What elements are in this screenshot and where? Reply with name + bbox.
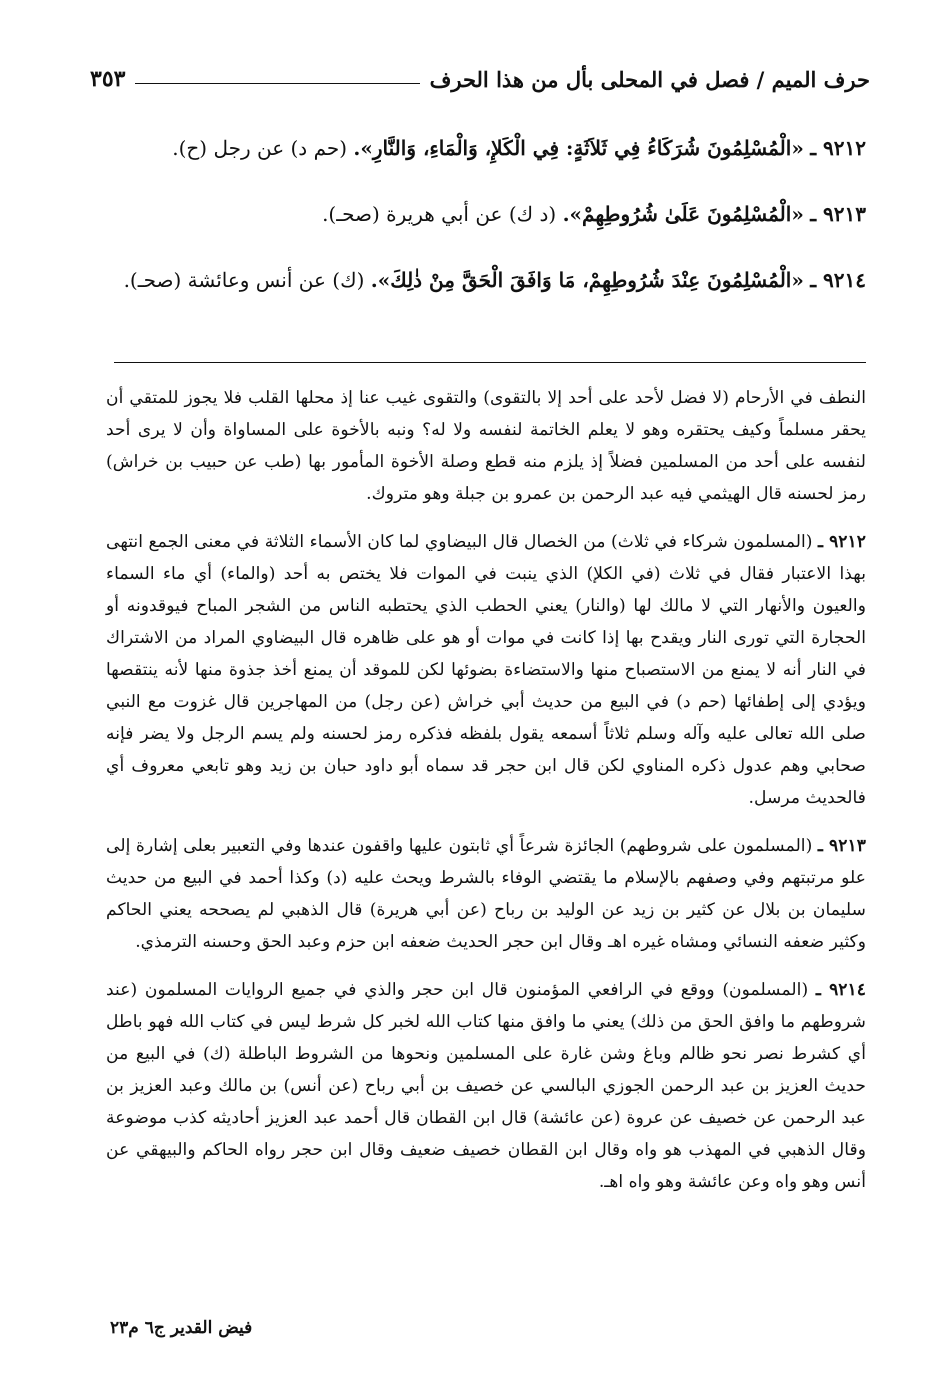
header-rule (135, 83, 419, 84)
hadith-number: ٩٢١٤ ـ (810, 268, 866, 292)
hadith-section (106, 122, 866, 320)
commentary-section (106, 382, 866, 1198)
hadith-number: ٩٢١٣ ـ (810, 202, 866, 226)
commentary-paragraph (106, 974, 866, 1198)
commentary-text: النطف في الأرحام (لا فضل لأحد على أحد إلا بالتقوى) والتقوى غيب عنا إذ محلها القلب فلا يجوز للمتقي أن يحقر مسلماً وكيف يحتقره وهو لا يعلم الخاتمة لنفسه ولا له؟ ونبه بالأخوة على المساواة وأن لا يرى أحد لنفسه على أحد من المسلمين فضلاً إذ يلزم منه قطع وصلة الأخوة المأمور بها (طب عن حبيب بن خراش) رمز لحسنه قال الهيثمي فيه عبد الرحمن بن عمرو بن جبلة وهو متروك. (106, 388, 866, 504)
commentary-text: (المسلمون) ووقع في الرافعي المؤمنون قال ابن حجر والذي في جميع الروايات المسلمون (عند شروطهم ما وافق الحق من ذلك) يعني ما وافق منها كتاب الله لخبر كل شرط ليس في كتاب الله فهو باطل أي كشرط نصر نحو ظالم وباغ وشن غارة على المسلمين ونحوها من الشروط الباطلة (ك) في البيع من حديث العزيز بن عبد الرحمن الجوزي البالسي عن خصيف بن أبي رباح (عن أنس) بن مالك وعبد العزيز بن عبد الرحمن عن خصيف عن عروة (عن عائشة) قال ابن القطان قال أحمد عبد العزيز أحاديثه كذب موضوعة وقال الذهبي في المهذب هو واه وقال ابن القطان خصيف ضعيف وقال ابن حجر رواه الحاكم والبيهقي عن أنس وهو واه وعن عائشة وهو واه اهـ. (106, 980, 866, 1192)
commentary-text: (المسلمون شركاء في ثلاث) من الخصال قال البيضاوي لما كان الأسماء الثلاثة في معنى الجمع انتهى بهذا الاعتبار فقال في ثلاث (في الكلإ) الذي ينبت في الموات فلا يختص به أحد (والماء) أي ماء السماء والعيون والأنهار التي لا مالك لها (والنار) يعني الحطب الذي يحتطبه الناس من الشجر المباح فيوقدونه أو الحجارة التي تورى النار ويقدح بها إذا كانت في موات أو هو على ظاهره قال البيضاوي المراد من الاشتراك في النار أنه لا يمنع من الاستصباح منها والاستضاءة بضوئها لكن للموقد أن يمنع أخذ جذوة منها لأنه ينتقصها ويؤدي إلى إطفائها (حم د) في البيع من حديث أبي خراش (عن رجل) من المهاجرين قال غزوت مع النبي صلى الله تعالى عليه وآله وسلم ثلاثاً أسمعه يقول بلفظه فذكره رمز لحسنه ولم يسم الرجل ولا يضر فإنه صحابي وهم عدول ذكره المناوي لكن قال ابن حجر قد سماه أبو داود حبان بن زيد وهو تابعي معروف أي فالحديث مرسل. (106, 532, 866, 808)
hadith-entry (106, 254, 866, 306)
page-number: ٣٥٣ (90, 66, 126, 92)
commentary-number: ٩٢١٣ ـ (817, 836, 866, 856)
commentary-paragraph (106, 830, 866, 958)
hadith-text: «الْمُسْلِمُونَ شُرَكَاءُ فِي ثَلاَثَةٍ: فِي الْكَلإِ، وَالْمَاءِ، وَالنَّارِ». (353, 136, 804, 160)
page-header (90, 58, 870, 92)
hadith-number: ٩٢١٢ ـ (810, 136, 866, 160)
signature-footer: فيض القدير ج٦ م٢٣ (110, 1318, 253, 1338)
hadith-entry (106, 188, 866, 240)
hadith-text: «الْمُسْلِمُونَ عَلَىٰ شُرُوطِهِمْ». (562, 202, 804, 226)
hadith-text: «الْمُسْلِمُونَ عِنْدَ شُرُوطِهِمْ، مَا وَافَقَ الْحَقَّ مِنْ ذٰلِكَ». (370, 268, 804, 292)
commentary-paragraph (106, 526, 866, 814)
hadith-source: (حم د) عن رجل (ح). (172, 136, 348, 160)
section-divider (114, 362, 866, 363)
commentary-number: ٩٢١٤ ـ (815, 980, 866, 1000)
hadith-source: (د ك) عن أبي هريرة (صحـ). (322, 202, 557, 226)
hadith-entry (106, 122, 866, 174)
commentary-number: ٩٢١٢ ـ (818, 532, 866, 552)
chapter-title: حرف الميم / فصل في المحلى بأل من هذا الحرف (429, 67, 870, 92)
commentary-text: (المسلمون على شروطهم) الجائزة شرعاً أي ثابتون عليها واقفون عندها وفي التعبير بعلى إشارة إلى علو مرتبتهم وفي وصفهم بالإسلام ما يقتضي الوفاء بالشرط ويحث عليه (د) وكذا أحمد في البيع من حديث سليمان بن بلال عن كثير بن زيد عن الوليد بن رباح (عن أبي هريرة) قال الذهبي لم يصححه يعني الحاكم وكثير ضعفه النسائي ومشاه غيره اهـ وقال ابن حجر الحديث ضعفه ابن حزم وعبد الحق وحسنه الترمذي. (106, 836, 866, 952)
hadith-source: (ك) عن أنس وعائشة (صحـ). (123, 268, 365, 292)
commentary-paragraph (106, 382, 866, 510)
